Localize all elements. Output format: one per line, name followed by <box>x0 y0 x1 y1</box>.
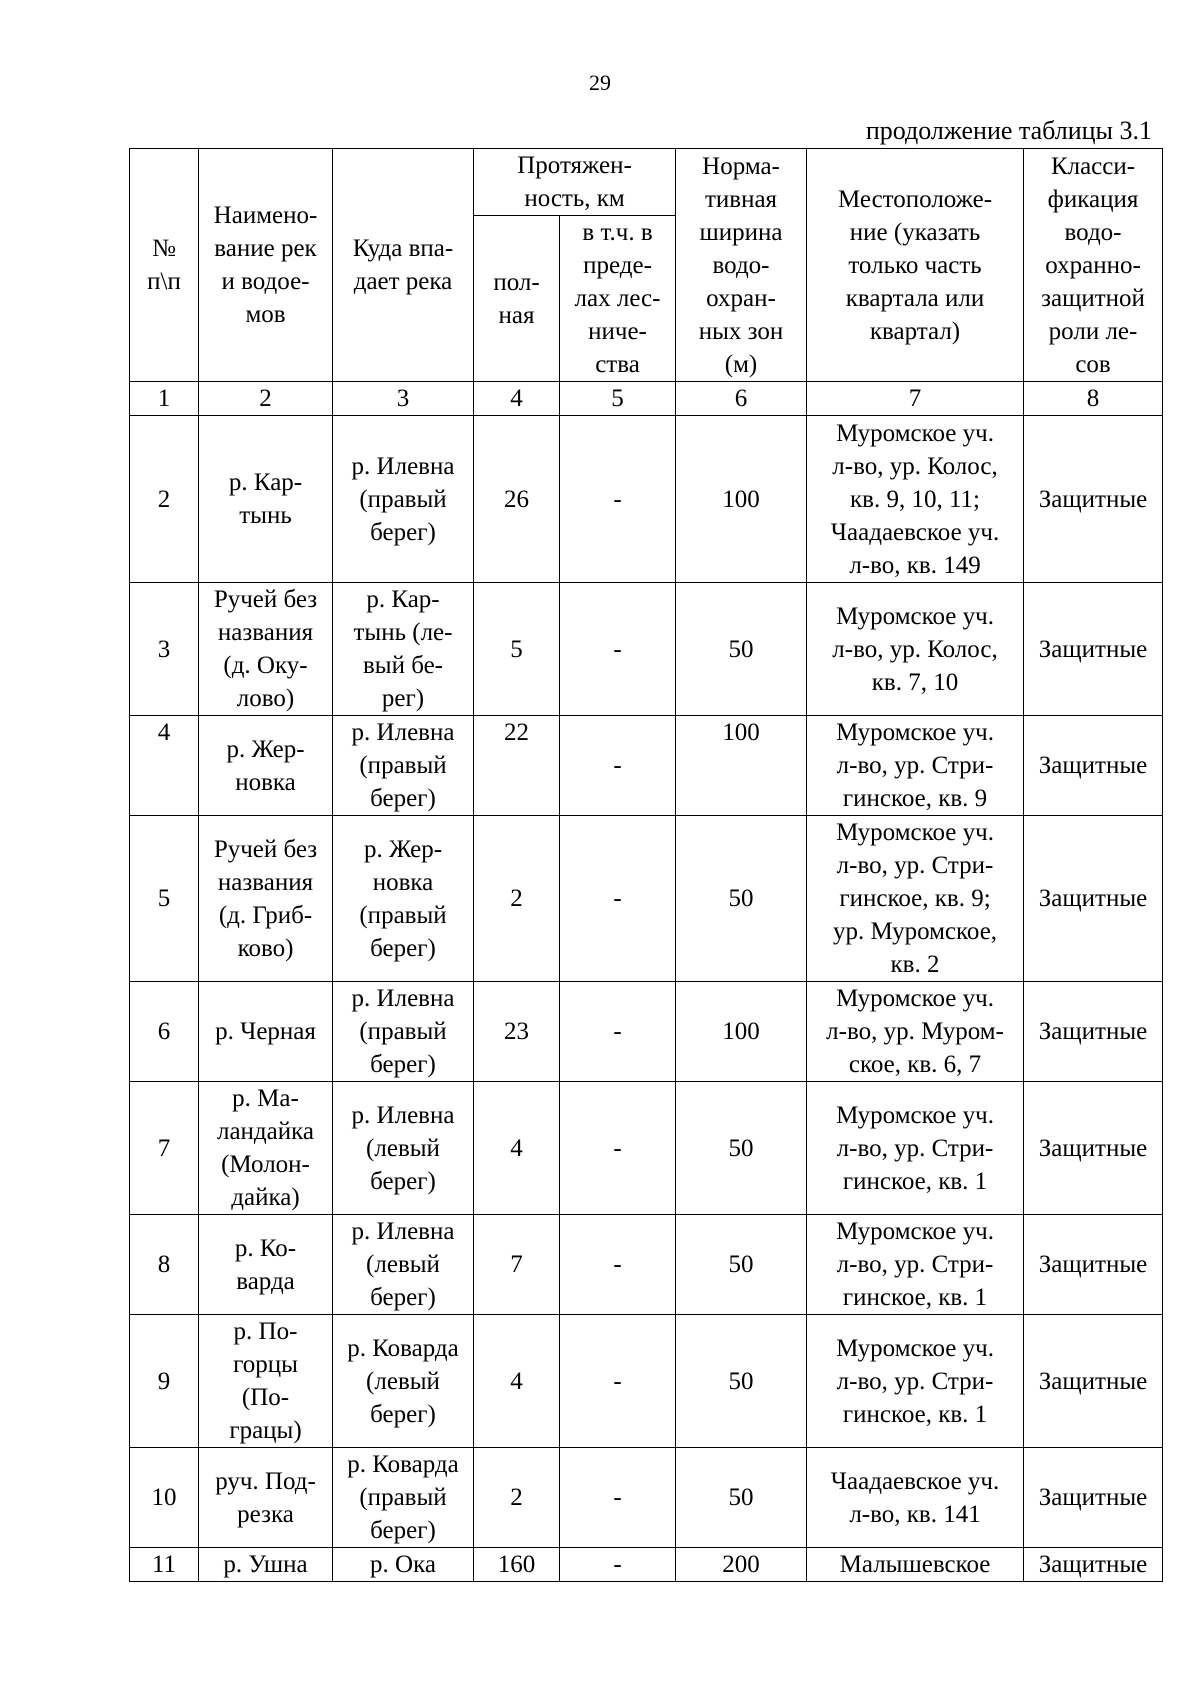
table-row <box>130 1082 1163 1215</box>
river-name: р. По- горцы (По- грацы) <box>199 1315 333 1448</box>
column-number: 6 <box>676 382 807 416</box>
protection-zone-width: 50 <box>676 1315 807 1448</box>
table-row <box>130 583 1163 716</box>
location: Малышевское <box>807 1548 1024 1582</box>
column-number: 4 <box>474 382 560 416</box>
column-number: 8 <box>1024 382 1163 416</box>
length-forest: - <box>560 1082 676 1215</box>
river-mouth: р. Илевна (левый берег) <box>333 1082 474 1215</box>
classification: Защитные <box>1024 583 1163 716</box>
length-full: 4 <box>474 1315 560 1448</box>
length-forest: - <box>560 1315 676 1448</box>
river-mouth: р. Ока <box>333 1548 474 1582</box>
column-numbers-row <box>130 382 1163 416</box>
location: Муромское уч. л-во, ур. Стри- гинское, кв. 1 <box>807 1215 1024 1315</box>
header-name: Наимено- вание рек и водое- мов <box>199 149 333 382</box>
location: Муромское уч. л-во, ур. Стри- гинское, кв. 9 <box>807 716 1024 816</box>
table-row <box>130 1215 1163 1315</box>
river-mouth: р. Жер- новка (правый берег) <box>333 816 474 982</box>
header-classification: Класси- фикация водо- охранно- защитной роли ле- сов <box>1024 149 1163 382</box>
column-number: 7 <box>807 382 1024 416</box>
header-length-full: пол- ная <box>474 216 560 382</box>
classification: Защитные <box>1024 716 1163 816</box>
row-number: 2 <box>130 416 199 583</box>
column-number: 1 <box>130 382 199 416</box>
table-row <box>130 1448 1163 1548</box>
row-number: 11 <box>130 1548 199 1582</box>
river-name: р. Черная <box>199 982 333 1082</box>
length-forest: - <box>560 1448 676 1548</box>
table-row <box>130 416 1163 583</box>
row-number: 7 <box>130 1082 199 1215</box>
header-mouth: Куда впа- дает река <box>333 149 474 382</box>
header-location: Местоположе- ние (указать только часть квартала или квартал) <box>807 149 1024 382</box>
river-name: р. Ушна <box>199 1548 333 1582</box>
location: Муромское уч. л-во, ур. Стри- гинское, кв. 1 <box>807 1315 1024 1448</box>
location: Муромское уч. л-во, ур. Стри- гинское, кв. 9; ур. Муромское, кв. 2 <box>807 816 1024 982</box>
length-full: 23 <box>474 982 560 1082</box>
river-mouth: р. Илевна (правый берег) <box>333 982 474 1082</box>
river-mouth: р. Кар- тынь (ле- вый бе- рег) <box>333 583 474 716</box>
header-length-forest: в т.ч. в преде- лах лес- ниче- ства <box>560 216 676 382</box>
length-full: 22 <box>474 716 560 816</box>
column-number: 5 <box>560 382 676 416</box>
page-number: 29 <box>589 70 611 95</box>
header-num: № п\п <box>130 149 199 382</box>
row-number: 5 <box>130 816 199 982</box>
classification: Защитные <box>1024 816 1163 982</box>
location: Муромское уч. л-во, ур. Стри- гинское, кв. 1 <box>807 1082 1024 1215</box>
protection-zone-width: 50 <box>676 1448 807 1548</box>
river-name: Ручей без названия (д. Гриб- ково) <box>199 816 333 982</box>
classification: Защитные <box>1024 1448 1163 1548</box>
row-number: 10 <box>130 1448 199 1548</box>
river-name: р. Жер- новка <box>199 716 333 816</box>
classification: Защитные <box>1024 416 1163 583</box>
length-full: 2 <box>474 816 560 982</box>
table-body <box>130 416 1163 1582</box>
column-number: 2 <box>199 382 333 416</box>
protection-zone-width: 50 <box>676 1082 807 1215</box>
protection-zone-width: 50 <box>676 816 807 982</box>
classification: Защитные <box>1024 1215 1163 1315</box>
river-name: р. Кар- тынь <box>199 416 333 583</box>
location: Муромское уч. л-во, ур. Муром- ское, кв. 6, 7 <box>807 982 1024 1082</box>
table-header <box>130 149 1163 416</box>
river-mouth: р. Илевна (левый берег) <box>333 1215 474 1315</box>
row-number: 6 <box>130 982 199 1082</box>
table-row <box>130 1548 1163 1582</box>
row-number: 4 <box>130 716 199 816</box>
protection-zone-width: 100 <box>676 716 807 816</box>
protection-zone-width: 100 <box>676 416 807 583</box>
protection-zone-width: 100 <box>676 982 807 1082</box>
column-number: 3 <box>333 382 474 416</box>
classification: Защитные <box>1024 1315 1163 1448</box>
row-number: 8 <box>130 1215 199 1315</box>
rivers-table <box>129 148 1163 1582</box>
river-name: Ручей без названия (д. Оку- лово) <box>199 583 333 716</box>
protection-zone-width: 50 <box>676 583 807 716</box>
row-number: 9 <box>130 1315 199 1448</box>
river-mouth: р. Илевна (правый берег) <box>333 716 474 816</box>
length-full: 4 <box>474 1082 560 1215</box>
protection-zone-width: 50 <box>676 1215 807 1315</box>
location: Чаадаевское уч. л-во, кв. 141 <box>807 1448 1024 1548</box>
location: Муромское уч. л-во, ур. Колос, кв. 9, 10, 11; Чаадаевское уч. л-во, кв. 149 <box>807 416 1024 583</box>
length-forest: - <box>560 716 676 816</box>
row-number: 3 <box>130 583 199 716</box>
table-row <box>130 1315 1163 1448</box>
length-forest: - <box>560 1548 676 1582</box>
header-length: Протяжен- ность, км <box>474 149 676 216</box>
classification: Защитные <box>1024 982 1163 1082</box>
protection-zone-width: 200 <box>676 1548 807 1582</box>
table-row <box>130 816 1163 982</box>
location: Муромское уч. л-во, ур. Колос, кв. 7, 10 <box>807 583 1024 716</box>
length-forest: - <box>560 982 676 1082</box>
river-mouth: р. Илевна (правый берег) <box>333 416 474 583</box>
river-name: руч. Под- резка <box>199 1448 333 1548</box>
length-forest: - <box>560 416 676 583</box>
table-row <box>130 982 1163 1082</box>
length-full: 26 <box>474 416 560 583</box>
header-row-1 <box>130 149 1163 216</box>
length-full: 5 <box>474 583 560 716</box>
river-mouth: р. Коварда (левый берег) <box>333 1315 474 1448</box>
length-forest: - <box>560 1215 676 1315</box>
length-forest: - <box>560 816 676 982</box>
table-row <box>130 716 1163 816</box>
length-full: 7 <box>474 1215 560 1315</box>
header-width: Норма- тивная ширина водо- охран- ных зон (м) <box>676 149 807 382</box>
classification: Защитные <box>1024 1548 1163 1582</box>
river-mouth: р. Коварда (правый берег) <box>333 1448 474 1548</box>
length-full: 2 <box>474 1448 560 1548</box>
length-forest: - <box>560 583 676 716</box>
river-name: р. Ма- ландайка (Молон- дайка) <box>199 1082 333 1215</box>
table-continuation-caption: продолжение таблицы 3.1 <box>865 116 1152 145</box>
length-full: 160 <box>474 1548 560 1582</box>
classification: Защитные <box>1024 1082 1163 1215</box>
river-name: р. Ко- варда <box>199 1215 333 1315</box>
